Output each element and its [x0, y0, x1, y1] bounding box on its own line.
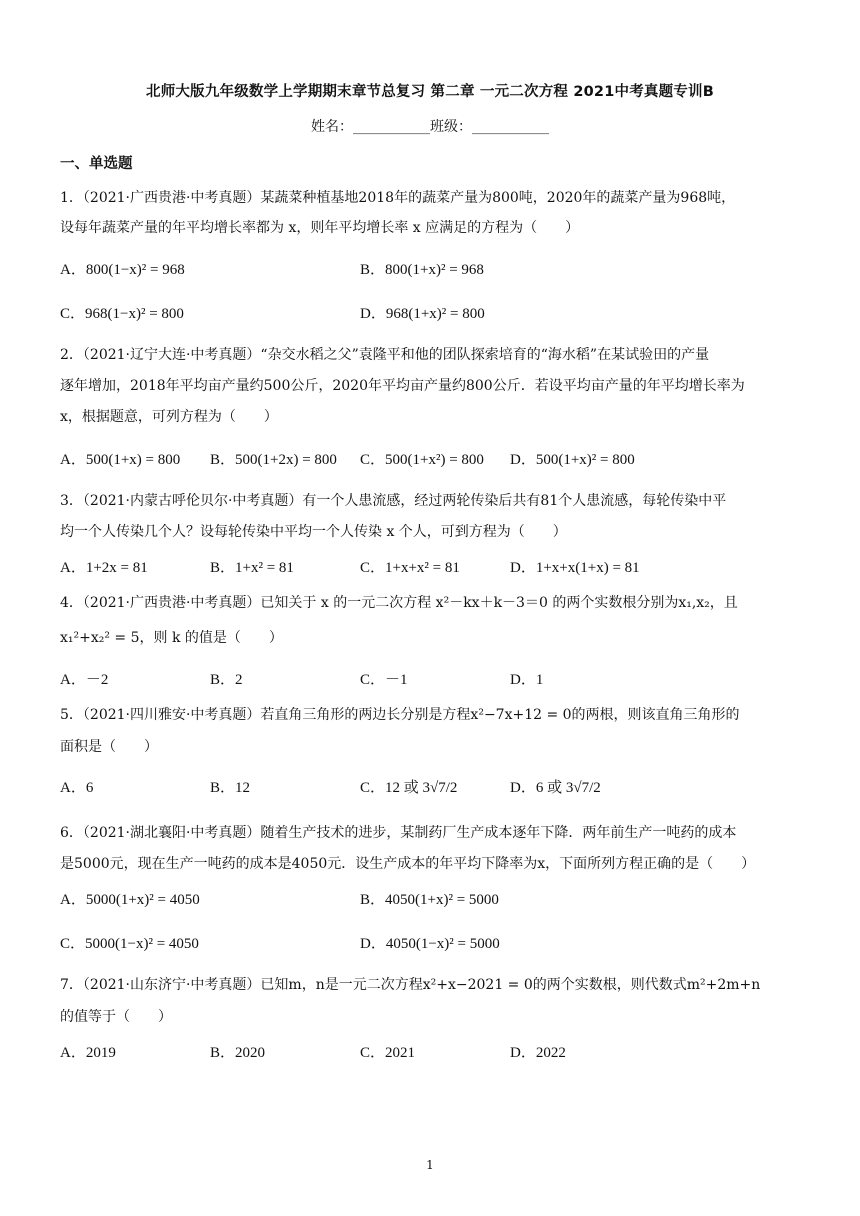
question-1-option-c: C．968(1−x)² = 800 [60, 306, 184, 322]
question-2-line-3: x，根据题意，可列方程为（ ） [60, 409, 278, 425]
question-7-option-c: C．2021 [360, 1045, 416, 1061]
question-5-line-2: 面积是（ ） [60, 739, 158, 755]
question-6-line-2: 是5000元，现在生产一吨药的成本是4050元．设生产成本的年平均下降率为x，下面所列方程正确的是（ ） [60, 856, 756, 872]
question-5-line-1: 5．（2021·四川雅安·中考真题）若直角三角形的两边长分别是方程x²−7x+12 = 0的两根，则该直角三角形的 [60, 707, 740, 723]
question-3-option-d: D．1+x+x(1+x) = 81 [510, 560, 640, 576]
question-3-option-a: A．1+2x = 81 [60, 560, 148, 576]
question-7-line-2: 的值等于（ ） [60, 1009, 172, 1025]
question-2-option-d: D．500(1+x)² = 800 [510, 452, 635, 468]
question-6-option-b: B．4050(1+x)² = 5000 [360, 892, 499, 908]
question-5-option-d: D．6 或 3√7/2 [510, 780, 601, 796]
question-2-option-a: A．500(1+x) = 800 [60, 452, 181, 468]
question-4-option-a: A．－2 [60, 672, 109, 688]
document-title: 北师大版九年级数学上学期期末章节总复习 第二章 一元二次方程 2021中考真题专训B [146, 84, 714, 100]
question-3-option-c: C．1+x+x² = 81 [360, 560, 460, 576]
question-7-option-d: D．2022 [510, 1045, 566, 1061]
page-number: 1 [426, 1158, 434, 1172]
question-6-option-c: C．5000(1−x)² = 4050 [60, 936, 199, 952]
question-3-line-2: 均一个人传染几个人？设每轮传染中平均一个人传染 x 个人，可到方程为（ ） [60, 524, 567, 540]
question-3-line-1: 3．（2021·内蒙古呼伦贝尔·中考真题）有一个人患流感，经过两轮传染后共有81个人患流感，每轮传染中平 [60, 493, 727, 509]
question-7-line-1: 7．（2021·山东济宁·中考真题）已知m，n是一元二次方程x²+x−2021 = 0的两个实数根，则代数式m²+2m+n [60, 977, 761, 993]
question-4-option-b: B．2 [210, 672, 243, 688]
question-6-option-a: A．5000(1+x)² = 4050 [60, 892, 200, 908]
question-1-option-b: B．800(1+x)² = 968 [360, 262, 484, 278]
question-4-option-d: D．1 [510, 672, 544, 688]
question-4-line-1: 4．（2021·广西贵港·中考真题）已知关于 x 的一元二次方程 x²－kx＋k－3＝0 的两个实数根分别为x₁,x₂，且 [60, 595, 738, 611]
name-class-line: 姓名：___________班级：___________ [311, 119, 549, 135]
question-6-line-1: 6．（2021·湖北襄阳·中考真题）随着生产技术的进步，某制药厂生产成本逐年下降．两年前生产一吨药的成本 [60, 825, 737, 841]
question-6-option-d: D．4050(1−x)² = 5000 [360, 936, 500, 952]
question-1-line-2: 设每年蔬菜产量的年平均增长率都为 x，则年平均增长率 x 应满足的方程为（ ） [60, 220, 580, 236]
section-title: 一、单选题 [60, 156, 133, 172]
question-2-line-1: 2．（2021·辽宁大连·中考真题）“杂交水稻之父”袁隆平和他的团队探索培育的“海水稻”在某试验田的产量 [60, 347, 710, 363]
question-3-option-b: B．1+x² = 81 [210, 560, 294, 576]
question-4-option-c: C．－1 [360, 672, 408, 688]
question-2-line-2: 逐年增加，2018年平均亩产量约500公斤，2020年平均亩产量约800公斤．若设平均亩产量的年平均增长率为 [60, 378, 745, 394]
question-2-option-c: C．500(1+x²) = 800 [360, 452, 484, 468]
question-5-option-a: A．6 [60, 780, 94, 796]
question-1-option-d: D．968(1+x)² = 800 [360, 306, 485, 322]
question-7-option-b: B．2020 [210, 1045, 266, 1061]
question-2-option-b: B．500(1+2x) = 800 [210, 452, 337, 468]
question-7-option-a: A．2019 [60, 1045, 116, 1061]
question-4-line-2: x₁²+x₂² = 5，则 k 的值是（ ） [60, 630, 283, 646]
question-5-option-b: B．12 [210, 780, 251, 796]
question-1-line-1: 1．（2021·广西贵港·中考真题）某蔬菜种植基地2018年的蔬菜产量为800吨，2020年的蔬菜产量为968吨， [60, 190, 736, 206]
question-1-option-a: A．800(1−x)² = 968 [60, 262, 185, 278]
question-5-option-c: C．12 或 3√7/2 [360, 780, 458, 796]
